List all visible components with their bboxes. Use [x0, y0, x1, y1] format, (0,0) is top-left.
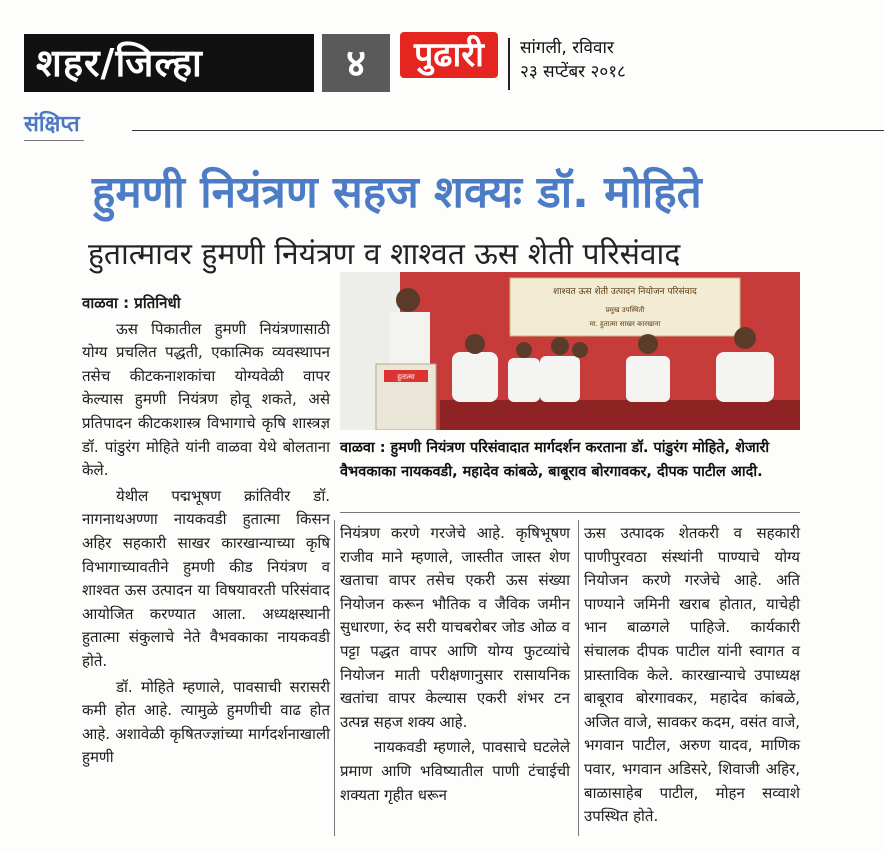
paragraph: येथील पद्मभूषण क्रांतिवीर डॉ. नागनाथअण्णा नायकवडी हुतात्मा किसन अहिर सहकारी साखर कारखान्याच्या कृषि विभागाच्यावतीने हुमणी कीड नियंत्रण व शाश्वत ऊस उत्पादन या विषयावरती परिसंवाद आयोजित करण्यात आला. अध्यक्षस्थानी हुतात्मा संकुलाचे नेते वैभवकाका नायकवडी होते.: [82, 486, 330, 670]
newspaper-logo: पुढारी: [400, 32, 498, 78]
section-rule: [132, 130, 884, 131]
photo-caption: वाळवा : हुमणी नियंत्रण परिसंवादात मार्गदर्शन करताना डॉ. पांडुरंग मोहिते, शेजारी वैभवकाका नायकवडी, महादेव कांबळे, बाबूराव बोरगावकर, दीपक पाटील आदी.: [340, 440, 770, 480]
article-headline: हुमणी नियंत्रण सहज शक्यः डॉ. मोहिते: [92, 167, 702, 218]
paragraph: नियंत्रण करणे गरजेचे आहे. कृषिभूषण राजीव माने म्हणाले, जास्तीत जास्त शेण खताचा वापर तसेच एकरी ऊस संख्या नियोजन करून भौतिक व जैविक जमीन सुधारणा, रुंद सरी याचबरोबर जोड ओळ व पट्टा पद्धत वापर आणि योग्य फुटव्यांचे नियोजन माती परीक्षणानुसार रासायनिक खतांचा वापर केल्यास एकरी शंभर टन उत्पन्न सहज शक्य आहे.: [340, 524, 570, 731]
section-rule-short: [24, 140, 84, 141]
edition-city-day: सांगली, रविवार: [520, 38, 614, 58]
article-dateline: वाळवा : प्रतिनिधी: [82, 294, 181, 312]
paragraph: डॉ. मोहिते म्हणाले, पावसाची सरासरी कमी होत आहे. त्यामुळे हुमणीची वाढ होत आहे. अशावेळी कृषितज्ज्ञांच्या मार्गदर्शनाखाली हुमणी: [82, 677, 330, 767]
section-label: शहर/जिल्हा: [24, 34, 314, 92]
paragraph: ऊस उत्पादक शेतकरी व सहकारी पाणीपुरवठा संस्थांनी पाण्याचे योग्य नियोजन करणे गरजेचे आहे. अति पाण्याने जमिनी खराब होतात, याचेही भान बाळगले पाहिजे. कार्यकारी संचालक दीपक पाटील यांनी स्वागत व प्रास्ताविक केले. कारखान्याचे उपाध्यक्ष बाबूराव बोरगावकर, महादेव कांबळे, अजित वाजे, सावकर कदम, वसंत वाजे, भगवान पाटील, अरुण यादव, माणिक पवार, भगवान अडिसरे, शिवाजी अहिर, बाळासाहेब पाटील, मोहन सव्वाशे उपस्थित होते.: [584, 524, 800, 826]
banner-title: शाश्वत ऊस शेती उत्पादन नियोजन परिसंवाद: [553, 287, 697, 297]
article-column-1: [82, 292, 330, 772]
article-column-2: [340, 522, 570, 809]
paragraph: नायकवडी म्हणाले, पावसाचे घटलेले प्रमाण आणि भविष्यातील पाणी टंचाईची शक्यता गृहीत धरून: [340, 738, 570, 804]
header-divider: [508, 38, 510, 90]
column-rule: [578, 520, 579, 836]
banner-subtitle: प्रमुख उपस्थिती: [605, 306, 645, 314]
caption-rule: [340, 512, 800, 513]
edition-dateline: [520, 36, 626, 84]
page-number: ४: [322, 34, 390, 92]
section-tag: संक्षिप्त: [24, 112, 80, 137]
column-rule: [334, 520, 335, 836]
edition-date: २३ सप्टेंबर २०१८: [520, 62, 626, 82]
banner-subtitle-2: मा. हुतात्मा साखर कारखाना: [589, 320, 661, 328]
podium-label: हुतात्मा: [397, 373, 415, 381]
article-subheadline: हुतात्मावर हुमणी नियंत्रण व शाश्वत ऊस शेती परिसंवाद: [88, 237, 681, 272]
event-photo: [340, 272, 800, 430]
article-column-3: [584, 522, 800, 831]
paragraph: ऊस पिकातील हुमणी नियंत्रणासाठी योग्य प्रचलित पद्धती, एकात्मिक व्यवस्थापन तसेच कीटकनाशकांचा योग्यवेळी वापर केल्यास हुमणी नियंत्रण होवू शकते, असे प्रतिपादन कीटकशास्त्र विभागाचे कृषि शास्त्रज्ञ डॉ. पांडुरंग मोहिते यांनी वाळवा येथे बोलताना केले.: [82, 319, 330, 480]
